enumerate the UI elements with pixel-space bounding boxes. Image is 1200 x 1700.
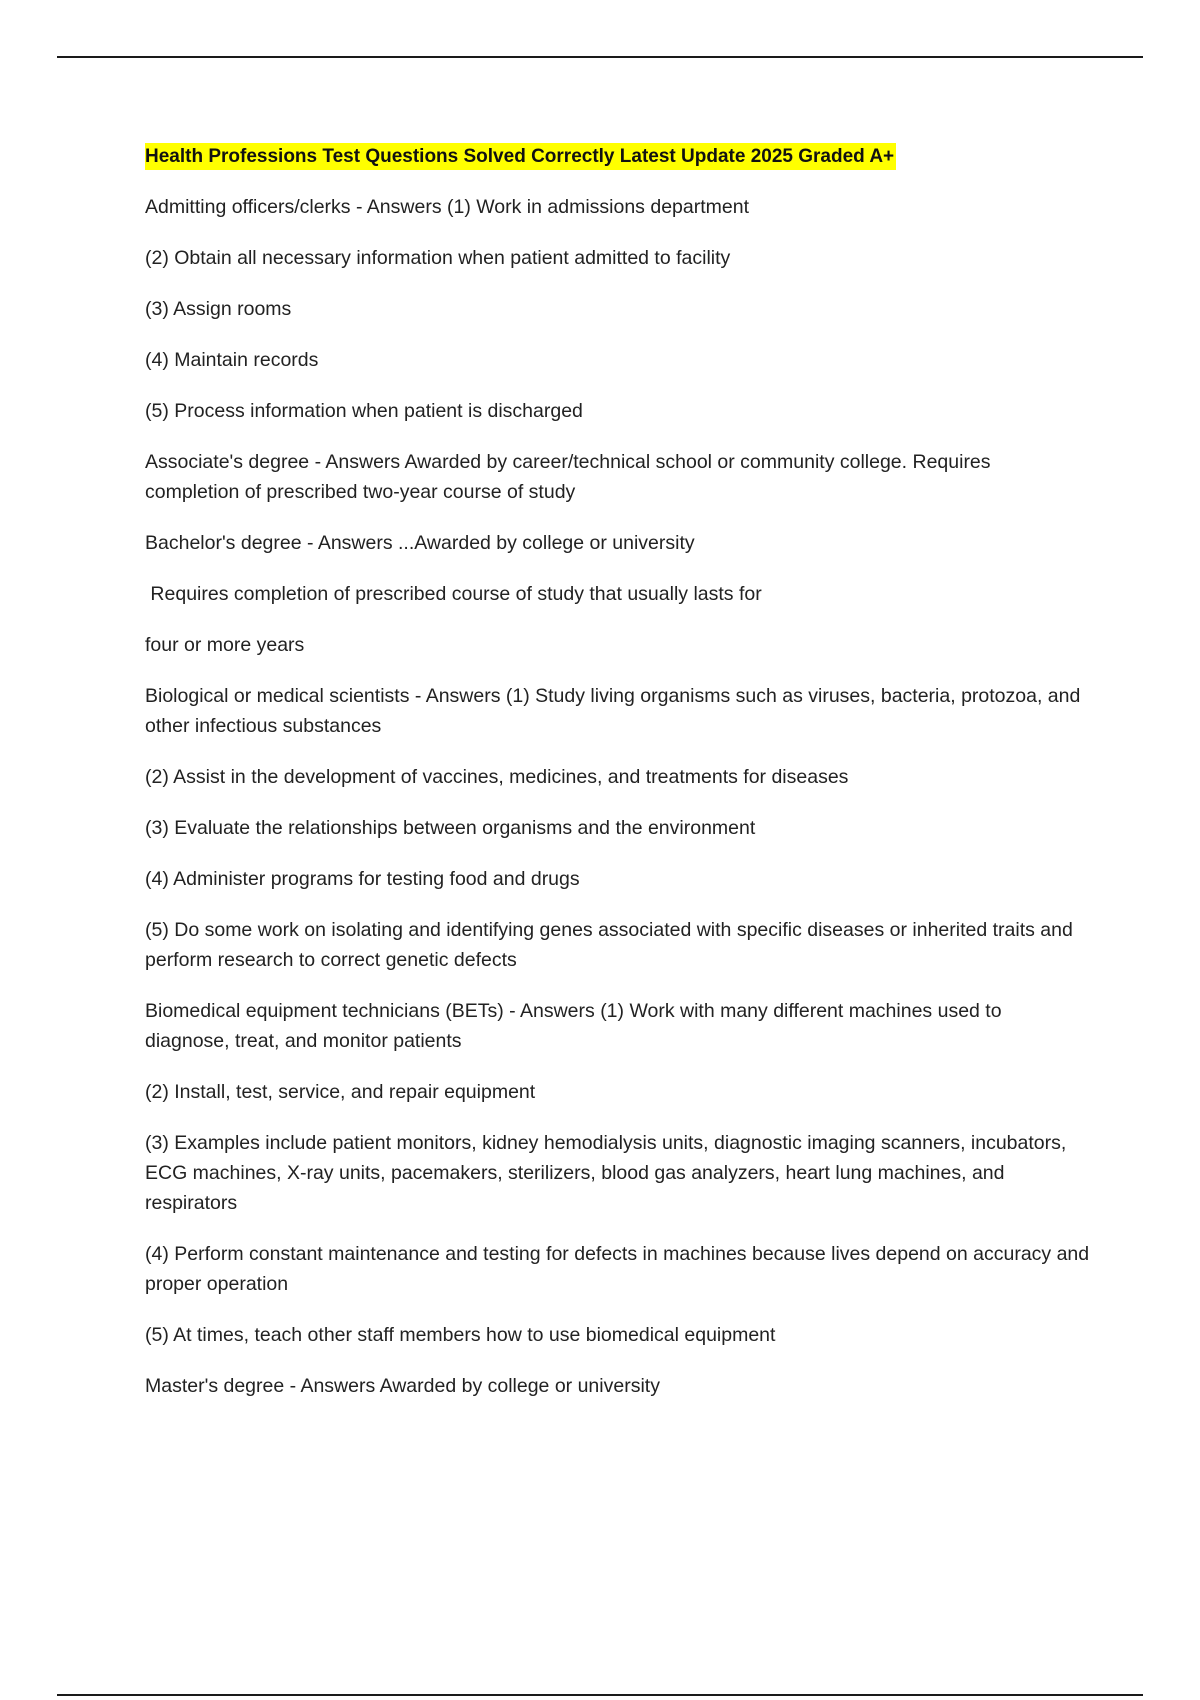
document-title: Health Professions Test Questions Solved Correctly Latest Update 2025 Graded A+ bbox=[145, 143, 896, 170]
paragraph: (3) Examples include patient monitors, kidney hemodialysis units, diagnostic imaging scanners, incubators, ECG machines, X-ray units, pacemakers, sterilizers, blood gas analyzers, heart lung machines, and respirators bbox=[145, 1132, 1072, 1214]
header-rule bbox=[57, 56, 1143, 58]
paragraph: (2) Obtain all necessary information when patient admitted to facility bbox=[145, 247, 731, 269]
paragraph-bachelors-degree: Bachelor's degree - Answers ...Awarded by college or university bbox=[145, 532, 695, 554]
paragraph-associates-degree: Associate's degree - Answers Awarded by career/technical school or community college. Requires completion of prescribed two-year course of study bbox=[145, 451, 996, 503]
paragraph: (3) Assign rooms bbox=[145, 298, 292, 320]
paragraph-biomedical-technicians: Biomedical equipment technicians (BETs) - Answers (1) Work with many different machines used to diagnose, treat, and monitor patients bbox=[145, 1000, 1007, 1052]
paragraph: (4) Maintain records bbox=[145, 349, 319, 371]
paragraph-admitting-officers: Admitting officers/clerks - Answers (1) Work in admissions department bbox=[145, 196, 749, 218]
paragraph-biological-scientists: Biological or medical scientists - Answers (1) Study living organisms such as viruses, bacteria, protozoa, and other infectious substances bbox=[145, 685, 1086, 737]
paragraph: (5) At times, teach other staff members how to use biomedical equipment bbox=[145, 1324, 776, 1346]
paragraph: (3) Evaluate the relationships between organisms and the environment bbox=[145, 817, 756, 839]
paragraph: (4) Perform constant maintenance and testing for defects in machines because lives depend on accuracy and proper operation bbox=[145, 1243, 1095, 1295]
footer-rule bbox=[57, 1694, 1143, 1696]
paragraph: (2) Install, test, service, and repair equipment bbox=[145, 1081, 536, 1103]
paragraph: (2) Assist in the development of vaccines, medicines, and treatments for diseases bbox=[145, 766, 849, 788]
paragraph: four or more years bbox=[145, 634, 305, 656]
document-body bbox=[145, 143, 1095, 1422]
paragraph: (5) Process information when patient is discharged bbox=[145, 400, 583, 422]
paragraph: (4) Administer programs for testing food and drugs bbox=[145, 868, 580, 890]
paragraph-masters-degree: Master's degree - Answers Awarded by college or university bbox=[145, 1375, 660, 1397]
paragraph: (5) Do some work on isolating and identifying genes associated with specific diseases or inherited traits and perform research to correct genetic defects bbox=[145, 919, 1079, 971]
paragraph: Requires completion of prescribed course of study that usually lasts for bbox=[145, 583, 762, 605]
